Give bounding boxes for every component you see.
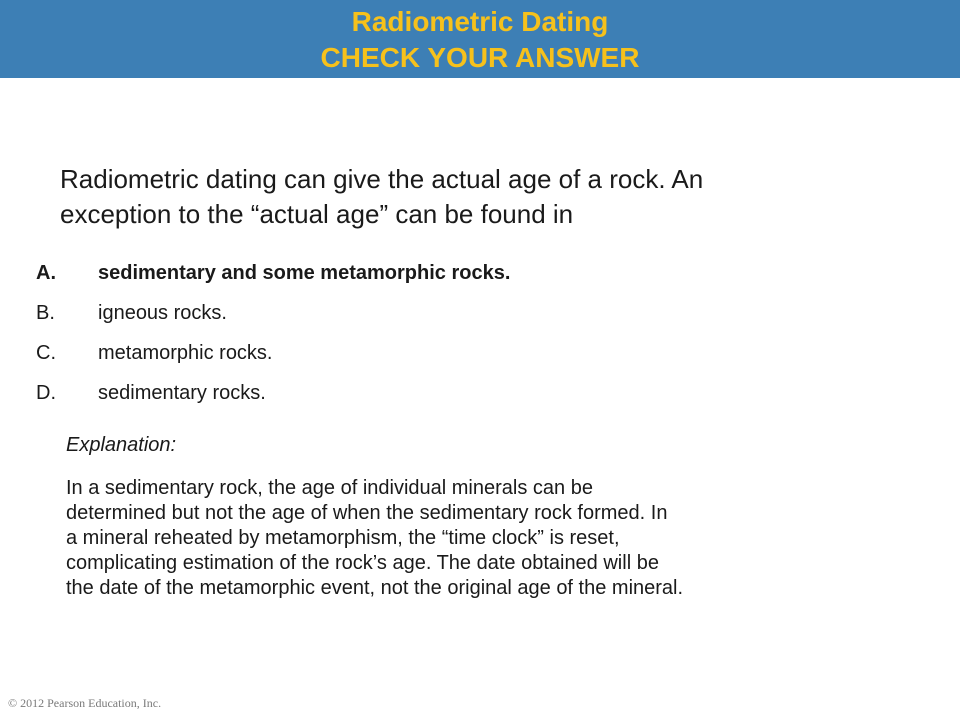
title-banner [0, 0, 960, 78]
slide-subtitle: CHECK YOUR ANSWER [320, 42, 640, 73]
choice-letter: A. [36, 262, 56, 284]
choice-b [36, 293, 836, 333]
choice-text: sedimentary rocks. [98, 382, 266, 404]
choice-letter: B. [36, 302, 55, 324]
explanation-line: In a sedimentary rock, the age of individual minerals can be [66, 477, 593, 499]
choice-letter: D. [36, 382, 56, 404]
explanation-body [66, 476, 926, 601]
choice-c [36, 333, 836, 373]
choice-d [36, 373, 836, 413]
explanation-line: complicating estimation of the rock’s age. The date obtained will be [66, 552, 659, 574]
answer-choices [36, 253, 836, 413]
explanation-line: the date of the metamorphic event, not the original age of the mineral. [66, 577, 684, 599]
choice-letter: C. [36, 342, 56, 364]
question-line: exception to the “actual age” can be found in [60, 199, 574, 229]
choice-a [36, 253, 836, 293]
explanation-line: a mineral reheated by metamorphism, the “time clock” is reset, [66, 527, 620, 549]
question-text [60, 162, 900, 232]
slide-title: Radiometric Dating [351, 6, 609, 37]
question-line: Radiometric dating can give the actual age of a rock. An [60, 164, 704, 194]
copyright-notice: © 2012 Pearson Education, Inc. [8, 696, 162, 710]
choice-text: sedimentary and some metamorphic rocks. [98, 262, 511, 284]
explanation-heading: Explanation: [66, 434, 177, 456]
choice-text: igneous rocks. [98, 302, 227, 324]
choice-text: metamorphic rocks. [98, 342, 273, 364]
explanation-line: determined but not the age of when the sedimentary rock formed. In [66, 502, 668, 524]
